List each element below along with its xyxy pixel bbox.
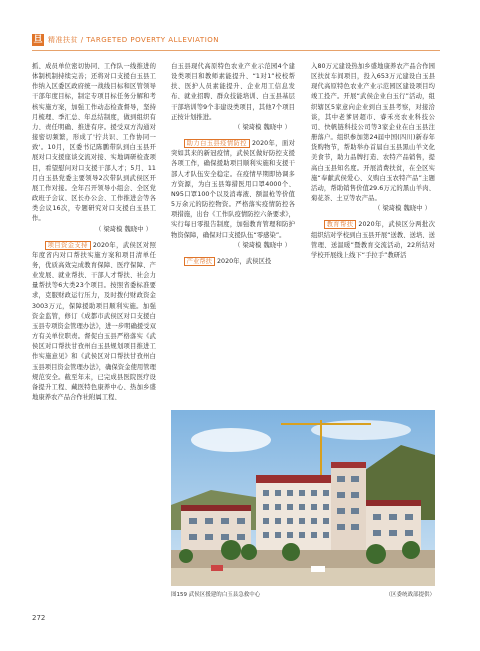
figure-caption: 图159 武侯区援建的白玉县急救中心 <box>171 592 261 598</box>
paragraph: 白玉县现代高原特色农业产业示范园4个建设类项目和教师素能提升、“1对1”校校帮扶、医护人员素能提升、企业用工信息发布、就业招聘、群众技能培训、白玉县基层干部培训等9个非建设类项目，其他7个项目正按计划推进。 <box>171 63 295 121</box>
figure-caption-row <box>171 590 435 598</box>
figure-credit: （区委统战部提供） <box>385 592 435 598</box>
topic-tag: 项目资金支持 <box>45 241 91 250</box>
topic-tag: 助力白玉县疫情防控 <box>184 139 250 148</box>
paragraph: 产业帮扶 2020年，武侯区投 <box>171 257 295 267</box>
column-2 <box>171 62 295 267</box>
paragraph: 助力白玉县疫情防控 2020年，面对突如其来的新冠疫情，武侯区做好防控支援各项工作，确保援助项目顺利实施和支援干部人才队伍安全稳定。在疫情早期即协调多方资源，为白玉县筹措医用口罩4000个、N95口罩100个以及消毒液、额温枪等价值5万余元的防控物资。严格落实疫情防控各项措施，出台《工作队疫情防控六条要求》，实行每日零报告制度，加强教育管理和防护物资保障，确保对口支援队伍“零感染”。 <box>171 140 295 239</box>
column-3 <box>311 62 435 261</box>
section-logo-icon: 旦 <box>33 35 43 45</box>
running-header <box>32 33 219 47</box>
section-title: 精准扶贫 / TARGETED POVERTY ALLEVIATION <box>48 36 220 44</box>
header-divider <box>32 50 440 51</box>
emergency-center-photo <box>171 410 435 586</box>
paragraph: 教育帮扶 2020年，武侯区分两批次组织结对学校到白玉县开展“送教、送培、送管理、送温暖”暨教育交流活动，22所结对学校开展线上线下“手拉手”教研活 <box>311 221 435 259</box>
author-credit: （ 梁琦模 魏晓中 ） <box>234 123 291 131</box>
author-credit: （ 梁琦模 魏晓中 ） <box>95 225 152 233</box>
author-credit: （ 梁琦模 魏晓中 ） <box>374 205 431 213</box>
column-1 <box>32 62 156 403</box>
topic-tag: 产业帮扶 <box>184 257 215 266</box>
paragraph: 抓、成员单位密切协同、工作队一线推进的体制机制持续完善；还将对口支援白玉县工作纳入区委区政府统一战线目标和区管领导干部年度目标，制定专项目标任务分解和考核实施方案，加强工作动态检查督导，坚持月梳理、季汇总、年总结制度，做到组织有力、责任明确、推进有序。援受双方沟通对接密切频繁，形成了'拧共识、工作协同一致'。10月，区委书记陈鹏带队到白玉县开展对口支援座谈交流对接、实地调研检查项目，看望慰问对口支援干部人才；5月、11月白玉县党委主要领导2次带队到武侯区开展工作对接。全年召开领导小组会、全区党政班子会议、区长办公会、工作推进会等各类会议16次，专题研究对口支援白玉县工作。 <box>32 63 156 223</box>
paragraph: 项目资金支持 2020年，武侯区对照年度省内对口帮扶实施方案和项目清单任务，优质高效完成教育保障、医疗保障、产业发展、就业帮扶、干部人才帮扶、社会力量帮扶等6大类23个项目。按照省委标准要求，克服财政运行压力，及时拨付财政资金3003万元，保障援助项目顺利实施。加强资金监管，修订《成都市武侯区对口支援白玉县专项资金管理办法》，进一步明确援受双方有关单位职责。督促白玉县严格落实《武侯区对口帮扶甘孜州白玉县规划项目推进工作实施意见》和《武侯区对口帮扶甘孜州白玉县项目资金管理办法》，确保资金使用管理规范安全。截至年末，已完成县医院医疗设备提升工程、藏医特色康养中心、热加乡盛地康养农产品合作社附属工程、 <box>32 241 156 401</box>
author-credit: （ 梁琦模 魏晓中 ） <box>234 241 291 249</box>
paragraph: 入80万元建设热加乡盛地康养农产品合作园区扶贫车间项目，投入653万元建设白玉县现代高原特色农业产业示范园区建设项目均竣工投产。开展“武侯企业白玉行”活动，组织辖区5家意向企业到白玉县考察，对接洽谈，其中老爹居超市、睿禾亮农业科技公司、快帆链科技公司等3家企业在白玉县注册落户。组织参加第24届中国(四川)新春年货购物节，帮助举办首届白玉县黑山羊文化美食节，助力品牌打造、农特产品销售，提高白玉县知名度。开展消费扶贫，在全区实施“奉献武侯爱心、义购白玉农特产品”主题活动，帮助销售价值29.6万元的黑山羊肉、菊花茶、土豆等农产品。 <box>311 63 435 203</box>
page-number: 272 <box>32 614 46 622</box>
topic-tag: 教育帮扶 <box>324 220 357 229</box>
